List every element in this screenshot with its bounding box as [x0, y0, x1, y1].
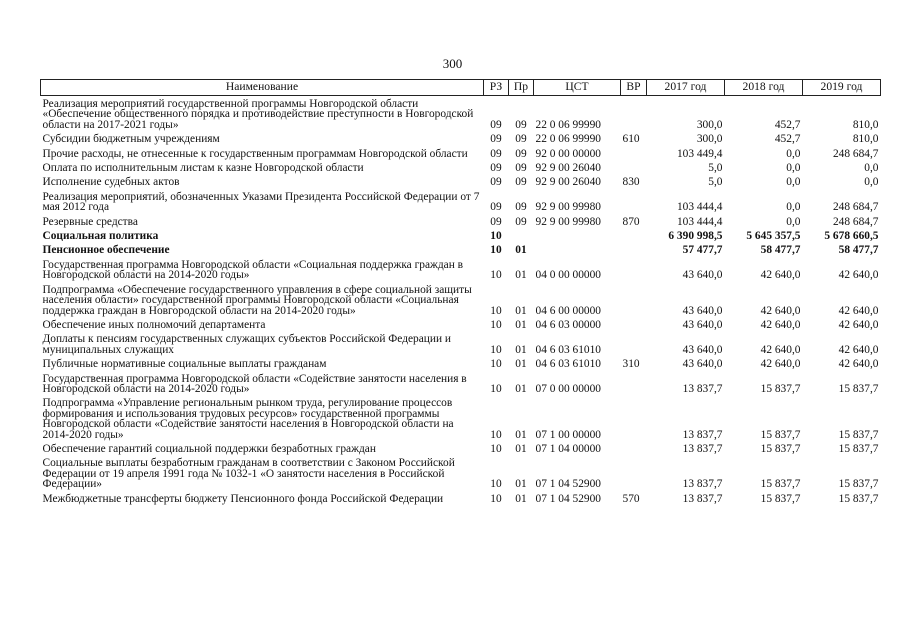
cell-cst: 07 1 00 00000	[535, 428, 601, 441]
table-row	[41, 455, 881, 490]
cell-2019: 42 640,0	[838, 269, 879, 282]
cell-name: Публичные нормативные социальные выплаты гражданам	[42, 358, 327, 371]
cell-2018: 42 640,0	[760, 358, 801, 371]
cell-rz: 10	[490, 358, 502, 371]
cell-vr	[621, 257, 647, 282]
cell-pr: 01	[515, 269, 527, 282]
page-number: 300	[442, 56, 463, 71]
cell-vr	[621, 96, 647, 132]
cell-2019: 810,0	[852, 118, 879, 131]
table-row	[41, 174, 881, 188]
table-body	[41, 96, 881, 506]
cell-pr: 09	[515, 147, 527, 160]
cell-2019: 42 640,0	[838, 304, 879, 317]
table-row	[41, 242, 881, 256]
table-row	[41, 160, 881, 174]
cell-2018: 15 837,7	[760, 382, 801, 395]
cell-2018: 0,0	[786, 147, 801, 160]
cell-2019: 15 837,7	[838, 492, 879, 505]
table-row	[41, 441, 881, 455]
cell-pr: 09	[515, 118, 527, 131]
cell-pr: 01	[515, 343, 527, 356]
cell-name: Прочие расходы, не отнесенные к государственным программам Новгородской области	[42, 147, 468, 160]
cell-2018: 5 645 357,5	[746, 230, 801, 243]
cell-2018: 0,0	[786, 176, 801, 189]
cell-2017: 43 640,0	[682, 304, 723, 317]
cell-vr	[621, 189, 647, 214]
cell-2017: 57 477,7	[682, 244, 723, 257]
table-row	[41, 189, 881, 214]
cell-2017: 43 640,0	[682, 269, 723, 282]
cell-vr	[621, 146, 647, 160]
cell-name: Государственная программа Новгородской области «Социальная поддержка граждан в Новгородской области на 2014-2020 годы»	[42, 258, 464, 282]
cell-2019: 15 837,7	[838, 382, 879, 395]
cell-2019: 15 837,7	[838, 428, 879, 441]
cell-rz: 10	[490, 304, 502, 317]
cell-rz: 10	[490, 230, 502, 243]
cell-2019: 248 684,7	[832, 215, 879, 228]
cell-pr: 01	[515, 358, 527, 371]
cell-rz: 10	[490, 478, 502, 491]
cell-2018: 452,7	[774, 118, 801, 131]
cell-2019: 42 640,0	[838, 358, 879, 371]
cell-name: Исполнение судебных актов	[42, 176, 180, 189]
cell-name: Пенсионное обеспечение	[42, 244, 170, 257]
cell-cst: 04 0 00 00000	[535, 269, 601, 282]
cell-name: Обеспечение гарантий социальной поддержки безработных граждан	[42, 442, 376, 455]
cell-2017: 13 837,7	[682, 382, 723, 395]
header-vr: ВР	[621, 80, 647, 96]
cell-2017: 103 444,4	[676, 215, 723, 228]
cell-pr: 01	[515, 492, 527, 505]
cell-cst	[534, 228, 621, 242]
cell-rz: 10	[490, 428, 502, 441]
cell-2017: 13 837,7	[682, 428, 723, 441]
cell-2019: 42 640,0	[838, 318, 879, 331]
cell-2017: 13 837,7	[682, 478, 723, 491]
cell-vr	[621, 371, 647, 396]
cell-2019: 248 684,7	[832, 147, 879, 160]
cell-rz: 10	[490, 244, 502, 257]
cell-name: Подпрограмма «Обеспечение государственного управления в сфере социальной защиты населения области» государственной программы Новгородской области «Социальная поддержка граждан в Новгородской области на 2014-2020 годы»	[42, 283, 472, 317]
cell-pr: 09	[515, 162, 527, 175]
cell-2017: 43 640,0	[682, 343, 723, 356]
cell-2017: 103 444,4	[676, 201, 723, 214]
cell-cst: 22 0 06 99990	[535, 133, 601, 146]
cell-pr: 01	[515, 428, 527, 441]
cell-2017: 5,0	[708, 162, 723, 175]
cell-2018: 15 837,7	[760, 492, 801, 505]
cell-2017: 300,0	[696, 133, 723, 146]
cell-2017: 6 390 998,5	[668, 230, 723, 243]
cell-rz: 10	[490, 343, 502, 356]
cell-vr	[621, 228, 647, 242]
cell-pr: 09	[515, 201, 527, 214]
cell-2018: 58 477,7	[760, 244, 801, 257]
cell-vr	[621, 242, 647, 256]
cell-cst: 92 9 00 99980	[535, 215, 601, 228]
cell-2019: 248 684,7	[832, 201, 879, 214]
cell-2019: 58 477,7	[838, 244, 879, 257]
cell-cst: 92 9 00 99980	[535, 201, 601, 214]
cell-pr: 01	[515, 442, 527, 455]
cell-rz: 09	[490, 133, 502, 146]
cell-rz: 10	[490, 442, 502, 455]
cell-name: Социальные выплаты безработным гражданам в соответствии с Законом Российской Федерации от 19 апреля 1991 года № 1032-1 «О занятости населения в Российской Федерации»	[42, 457, 455, 491]
cell-name: Обеспечение иных полномочий департамента	[42, 318, 266, 331]
cell-vr: 570	[622, 492, 640, 505]
header-2019: 2019 год	[803, 80, 881, 96]
cell-vr: 610	[622, 133, 640, 146]
table-row	[41, 257, 881, 282]
cell-rz: 09	[490, 201, 502, 214]
cell-rz: 09	[490, 162, 502, 175]
table-row	[41, 331, 881, 356]
table-row	[41, 228, 881, 242]
cell-cst: 92 0 00 00000	[535, 147, 601, 160]
cell-pr: 01	[515, 244, 527, 257]
cell-name: Межбюджетные трансферты бюджету Пенсионного фонда Российской Федерации	[42, 492, 444, 505]
cell-rz: 09	[490, 118, 502, 131]
table-row	[41, 214, 881, 228]
cell-2018: 42 640,0	[760, 304, 801, 317]
table-row	[41, 96, 881, 132]
cell-vr	[621, 331, 647, 356]
cell-cst: 07 1 04 52900	[535, 478, 601, 491]
cell-2018: 42 640,0	[760, 343, 801, 356]
cell-2017: 103 449,4	[676, 147, 723, 160]
cell-name: Доплаты к пенсиям государственных служащих субъектов Российской Федерации и муниципальных служащих	[42, 333, 452, 356]
cell-2018: 0,0	[786, 162, 801, 175]
cell-cst: 22 0 06 99990	[535, 118, 601, 131]
table-row	[41, 146, 881, 160]
cell-cst: 04 6 03 61010	[535, 343, 601, 356]
cell-name: Реализация мероприятий, обозначенных Указами Президента Российской Федерации от 7 мая 2012 года	[42, 190, 480, 214]
cell-2017: 13 837,7	[682, 492, 723, 505]
cell-pr: 01	[515, 478, 527, 491]
cell-pr: 09	[515, 133, 527, 146]
table-row	[41, 317, 881, 331]
cell-2019: 0,0	[864, 162, 879, 175]
cell-vr	[621, 317, 647, 331]
header-rz: РЗ	[484, 80, 509, 96]
cell-2019: 810,0	[852, 133, 879, 146]
cell-name: Реализация мероприятий государственной программы Новгородской области «Обеспечение общественного порядка и противодействие преступности в Новгородской области на 2017-2021 годы»	[42, 98, 474, 131]
cell-pr: 01	[515, 318, 527, 331]
cell-2018: 0,0	[786, 215, 801, 228]
cell-name: Подпрограмма «Управление региональным рынком труда, регулирование процессов формирования и использования трудовых ресурсов» государственной программы Новгородской области «Содействие занятости населения в Новгородской области на 2014-2020 годы»	[42, 397, 454, 441]
cell-rz: 09	[490, 215, 502, 228]
cell-vr: 870	[622, 215, 640, 228]
cell-rz: 09	[490, 147, 502, 160]
cell-name: Резервные средства	[42, 215, 138, 228]
table-header	[41, 80, 881, 96]
cell-vr	[621, 395, 647, 441]
cell-cst: 07 1 04 00000	[535, 442, 601, 455]
cell-rz: 10	[490, 382, 502, 395]
cell-2018: 42 640,0	[760, 269, 801, 282]
budget-table	[40, 79, 881, 505]
cell-vr	[621, 160, 647, 174]
cell-name: Субсидии бюджетным учреждениям	[42, 133, 220, 146]
cell-2017: 13 837,7	[682, 442, 723, 455]
cell-vr	[621, 441, 647, 455]
cell-vr: 830	[622, 176, 640, 189]
table-row	[41, 491, 881, 505]
header-cst: ЦСТ	[534, 80, 621, 96]
cell-name: Социальная политика	[42, 230, 159, 243]
cell-2018: 452,7	[774, 133, 801, 146]
cell-2017: 43 640,0	[682, 318, 723, 331]
cell-name: Государственная программа Новгородской области «Содействие занятости населения в Новгородской области на 2014-2020 годы»	[42, 372, 467, 395]
cell-vr	[621, 282, 647, 317]
cell-2019: 15 837,7	[838, 442, 879, 455]
cell-rz: 10	[490, 318, 502, 331]
cell-pr: 01	[515, 382, 527, 395]
table-row	[41, 356, 881, 370]
table-row	[41, 131, 881, 145]
table-row	[41, 371, 881, 396]
cell-cst: 07 1 04 52900	[535, 492, 601, 505]
cell-2019: 15 837,7	[838, 478, 879, 491]
cell-2018: 15 837,7	[760, 442, 801, 455]
table-row	[41, 282, 881, 317]
cell-rz: 10	[490, 492, 502, 505]
cell-2017: 300,0	[696, 118, 723, 131]
header-name: Наименование	[41, 80, 484, 96]
cell-cst: 07 0 00 00000	[535, 382, 601, 395]
cell-cst: 92 9 00 26040	[535, 162, 601, 175]
cell-name: Оплата по исполнительным листам к казне Новгородской области	[42, 162, 364, 175]
cell-pr: 01	[515, 304, 527, 317]
cell-pr	[509, 228, 534, 242]
cell-2019: 42 640,0	[838, 343, 879, 356]
cell-2018: 15 837,7	[760, 428, 801, 441]
header-pr: Пр	[509, 80, 534, 96]
cell-2017: 43 640,0	[682, 358, 723, 371]
cell-pr: 09	[515, 176, 527, 189]
cell-2019: 0,0	[864, 176, 879, 189]
header-2017: 2017 год	[647, 80, 725, 96]
cell-2018: 15 837,7	[760, 478, 801, 491]
header-2018: 2018 год	[725, 80, 803, 96]
cell-cst: 04 6 00 00000	[535, 304, 601, 317]
cell-2017: 5,0	[708, 176, 723, 189]
cell-2019: 5 678 660,5	[824, 230, 879, 243]
cell-cst	[534, 242, 621, 256]
cell-vr: 310	[622, 358, 640, 371]
cell-rz: 09	[490, 176, 502, 189]
cell-cst: 92 9 00 26040	[535, 176, 601, 189]
cell-rz: 10	[490, 269, 502, 282]
cell-vr	[621, 455, 647, 490]
cell-2018: 0,0	[786, 201, 801, 214]
cell-pr: 09	[515, 215, 527, 228]
cell-cst: 04 6 03 00000	[535, 318, 601, 331]
cell-cst: 04 6 03 61010	[535, 358, 601, 371]
cell-2018: 42 640,0	[760, 318, 801, 331]
table-row	[41, 395, 881, 441]
